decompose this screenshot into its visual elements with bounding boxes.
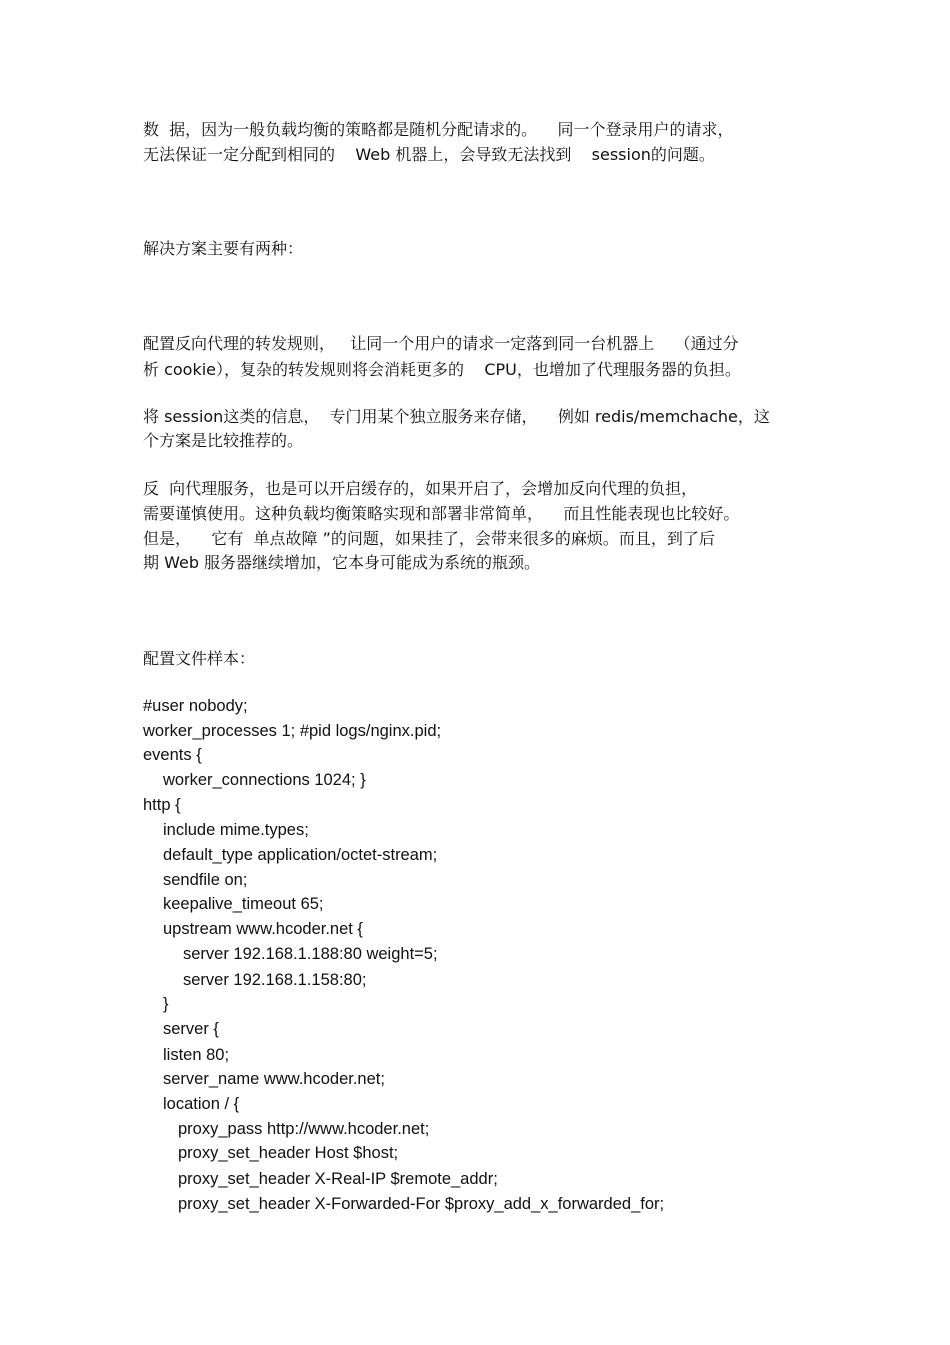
code-line-5: http { [143,796,181,814]
code-line-16: server_name www.hcoder.net; [163,1070,385,1088]
paragraph-1-line-1: 数 据，因为一般负载均衡的策略都是随机分配请求的。 同一个登录用户的请求， [143,120,734,139]
paragraph-6-line-1: 配置文件样本： [143,649,256,668]
code-line-9: keepalive_timeout 65; [163,895,324,913]
paragraph-3-line-1: 配置反向代理的转发规则， 让同一个用户的请求一定落到同一台机器上 （通过分 [143,334,739,353]
code-line-15: listen 80; [163,1046,230,1064]
code-line-8: sendfile on; [163,871,248,889]
paragraph-4-line-2: 个方案是比较推荐的。 [143,431,304,450]
paragraph-5-line-4: 期 Web 服务器继续增加，它本身可能成为系统的瓶颈。 [143,553,541,572]
code-line-4: worker_connections 1024; } [163,771,366,789]
paragraph-2-line-1: 解决方案主要有两种： [143,239,304,258]
code-line-12: server 192.168.1.158:80; [183,971,367,989]
code-line-14: server { [163,1020,219,1038]
code-line-10: upstream www.hcoder.net { [163,920,363,938]
paragraph-5-line-3: 但是， 它有 单点故障 ”的问题，如果挂了，会带来很多的麻烦。而且，到了后 [143,529,715,548]
code-line-18: proxy_pass http://www.hcoder.net; [178,1120,430,1138]
code-line-3: events { [143,746,202,764]
code-line-6: include mime.types; [163,821,309,839]
paragraph-5-line-2: 需要谨慎使用。这种负载均衡策略实现和部署非常简单， 而且性能表现也比较好。 [143,504,740,523]
code-line-21: proxy_set_header X-Forwarded-For $proxy_add_x_forwarded_for; [178,1195,665,1213]
code-line-11: server 192.168.1.188:80 weight=5; [183,945,438,963]
code-line-1: #user nobody; [143,697,248,715]
code-line-19: proxy_set_header Host $host; [178,1144,399,1162]
paragraph-4-line-1: 将 session这类的信息， 专门用某个独立服务来存储， 例如 redis/memchache，这 [143,407,770,426]
paragraph-5-line-1: 反 向代理服务，也是可以开启缓存的，如果开启了，会增加反向代理的负担， [143,479,698,498]
paragraph-1-line-2: 无法保证一定分配到相同的 Web 机器上，会导致无法找到 session的问题。 [143,145,715,164]
code-line-7: default_type application/octet-stream; [163,846,438,864]
code-line-13: } [163,995,169,1013]
code-line-2: worker_processes 1; #pid logs/nginx.pid; [143,722,442,740]
code-line-17: location / { [163,1095,240,1113]
code-line-20: proxy_set_header X-Real-IP $remote_addr; [178,1170,498,1188]
paragraph-3-line-2: 析 cookie），复杂的转发规则将会消耗更多的 CPU，也增加了代理服务器的负担。 [143,360,741,379]
